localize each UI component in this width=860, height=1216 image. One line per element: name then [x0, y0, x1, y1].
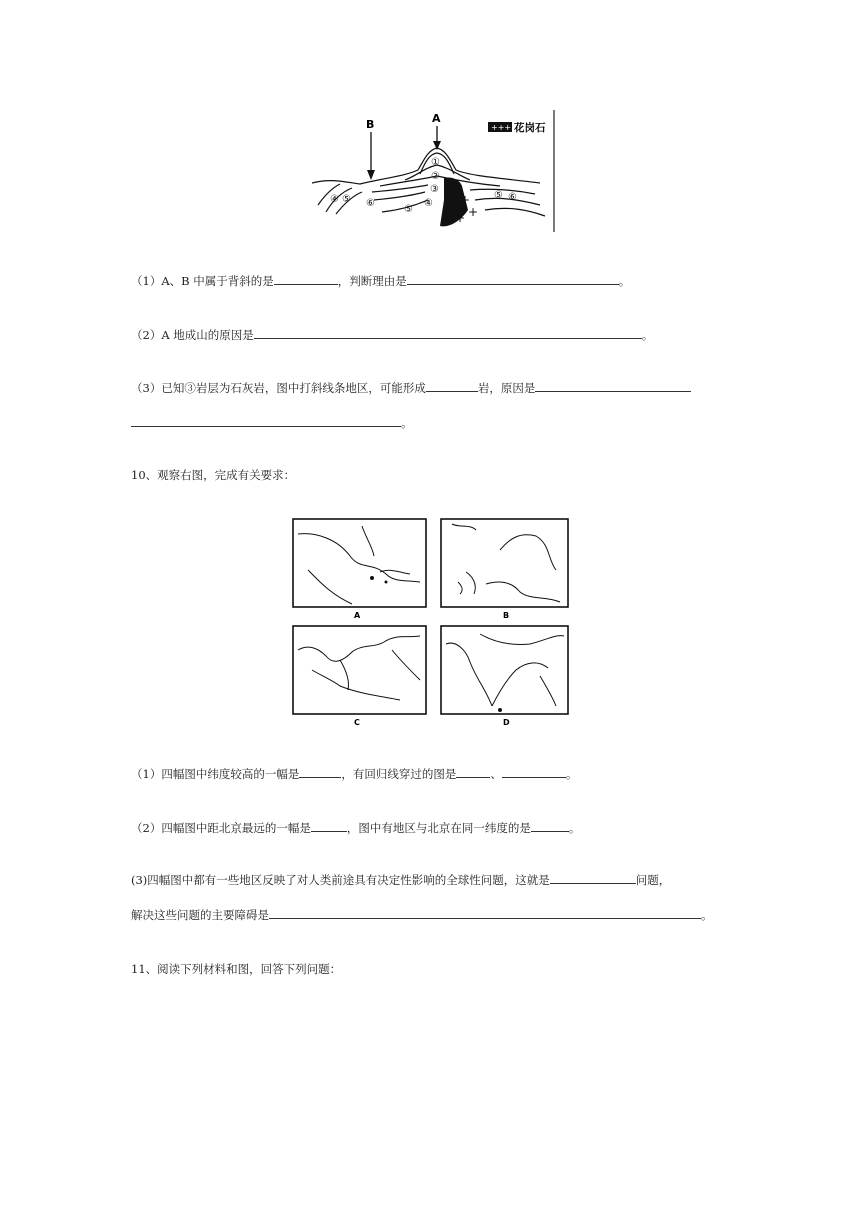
- map-d: [441, 626, 568, 727]
- q10-part1: （1）四幅图中纬度较高的一幅是 ，有回归线穿过的图是 、 。: [131, 767, 578, 781]
- map-a: [293, 519, 426, 620]
- map-b: [441, 519, 568, 620]
- answer-blank[interactable]: [502, 765, 566, 778]
- answer-blank[interactable]: [131, 414, 401, 427]
- label-a: A: [432, 112, 441, 125]
- q10-part3: (3)四幅图中都有一些地区反映了对人类前途具有决定性影响的全球性问题，这就是 问题，: [131, 873, 671, 887]
- map-c: [293, 626, 426, 727]
- layer-label: ④: [424, 198, 433, 209]
- answer-blank[interactable]: [456, 765, 490, 778]
- svg-text:+: +: [447, 201, 458, 215]
- answer-blank[interactable]: [531, 819, 569, 832]
- answer-blank[interactable]: [269, 906, 701, 919]
- legend-text: 花岗石: [514, 122, 546, 134]
- layer-label: ②: [431, 171, 440, 182]
- map-label: D: [503, 718, 510, 727]
- answer-blank[interactable]: [311, 819, 347, 832]
- answer-blank[interactable]: [426, 379, 478, 392]
- answer-blank[interactable]: [274, 272, 338, 285]
- svg-text:+: +: [468, 205, 479, 219]
- q10-part3-cont: 解决这些问题的主要障碍是 。: [131, 908, 713, 922]
- answer-blank[interactable]: [535, 379, 691, 392]
- svg-text:+: +: [455, 211, 466, 225]
- q9-part3-cont: 。: [131, 414, 413, 431]
- four-maps-figure: [0, 510, 860, 740]
- label-b: B: [366, 118, 375, 131]
- layer-label: ⑥: [366, 198, 375, 209]
- arrow-b-icon: [367, 132, 375, 180]
- map-label: C: [354, 718, 360, 727]
- q9-part2: （2）A 地成山的原因是 。: [131, 328, 654, 342]
- layer-label: ①: [431, 157, 440, 168]
- layer-label: ⑤: [494, 190, 503, 201]
- answer-blank[interactable]: [550, 871, 636, 884]
- layer-label: ⑤: [342, 194, 351, 205]
- map-label: A: [354, 611, 361, 620]
- q10-part2: （2）四幅图中距北京最远的一幅是 ，图中有地区与北京在同一纬度的是 。: [131, 821, 581, 835]
- q11-title: 11、阅读下列材料和图，回答下列问题：: [131, 962, 342, 976]
- svg-text:+: +: [460, 193, 471, 207]
- q9-part1: （1）A、B 中属于背斜的是 ，判断理由是 。: [131, 274, 631, 288]
- layer-label: ④: [330, 194, 339, 205]
- svg-text:++++: ++++: [491, 123, 518, 132]
- map-label: B: [503, 611, 510, 620]
- layer-label: ⑥: [508, 192, 517, 203]
- answer-blank[interactable]: [299, 765, 341, 778]
- answer-blank[interactable]: [254, 326, 642, 339]
- layer-label: ⑤: [404, 204, 413, 215]
- layer-label: ③: [430, 184, 439, 195]
- arrow-a-icon: [433, 126, 441, 150]
- answer-blank[interactable]: [407, 272, 619, 285]
- q10-title: 10、观察右图，完成有关要求：: [131, 468, 296, 482]
- geology-cross-section: [0, 0, 860, 240]
- q9-part3: （3）已知③岩层为石灰岩，图中打斜线条地区，可能形成 岩，原因是: [131, 379, 691, 396]
